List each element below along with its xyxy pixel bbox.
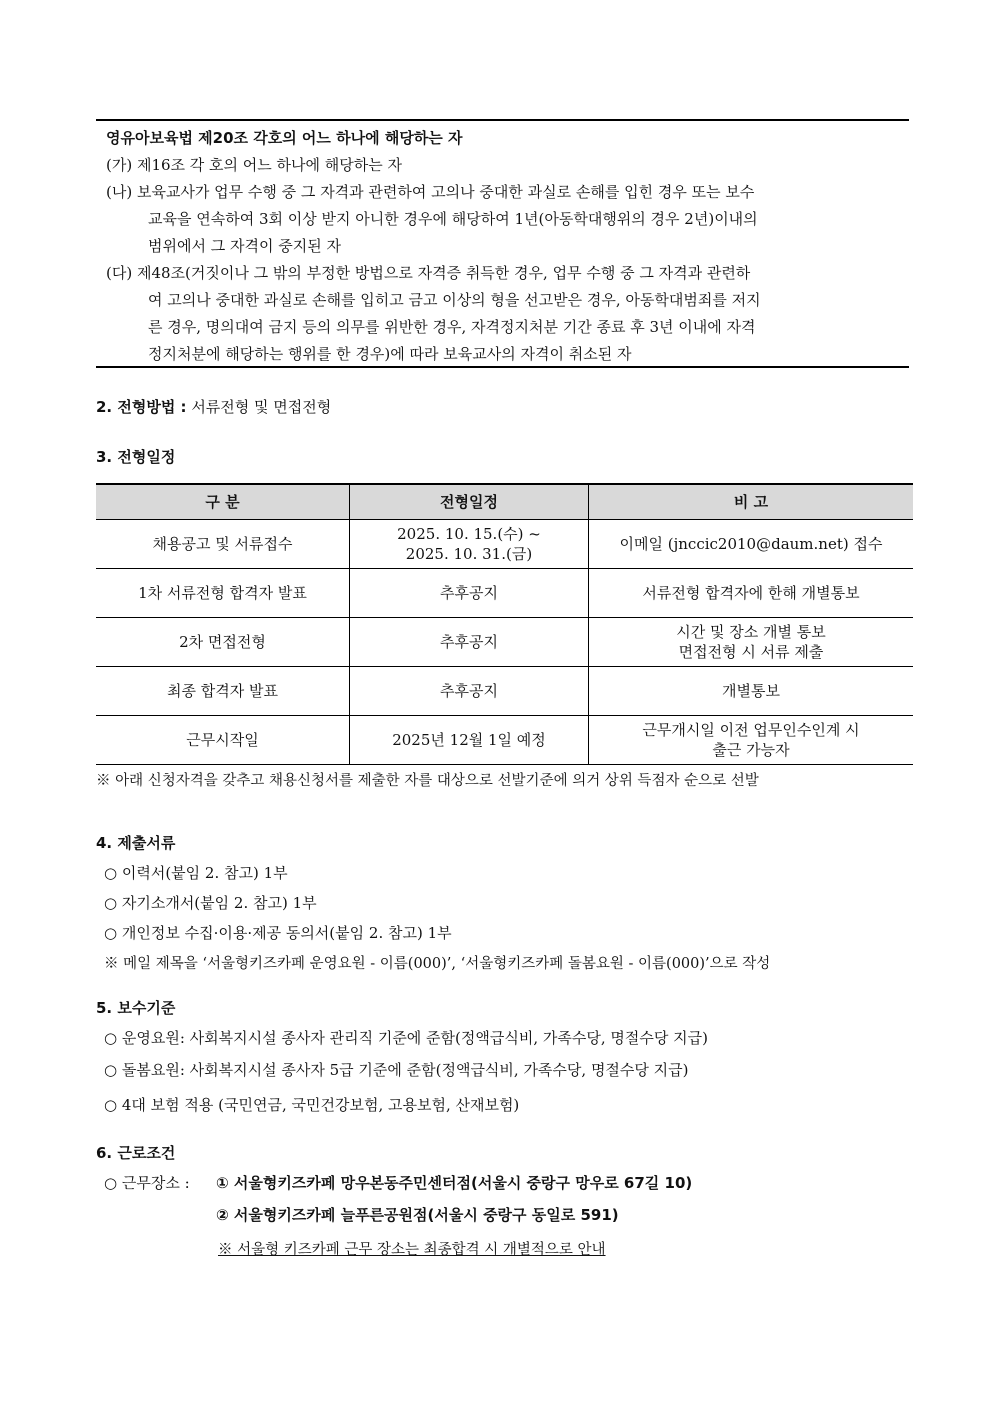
pay-item: ○ 돌봄요원: 사회복지시설 종사자 5급 기준에 준함(정액급식비, 가족수당, 명절수당 지급) [104, 1061, 689, 1079]
header-remarks: 비 고 [589, 484, 914, 520]
pay-title: 5. 보수기준 [96, 999, 176, 1017]
cell-text: 면접전형 시 서류 제출 [678, 643, 824, 661]
cell-schedule: 추후공지 [350, 618, 589, 667]
cell-text: 2025. 10. 15.(수) ~ [397, 525, 541, 543]
qualification-box [96, 119, 909, 368]
qualification-line: 른 경우, 명의대여 금지 등의 의무를 위반한 경우, 자격정지처분 기간 종료 후 3년 이내에 자격 [148, 318, 756, 336]
table-row [96, 716, 913, 765]
table-header-row [96, 484, 913, 520]
cell-remarks [589, 618, 914, 667]
qualification-line: 여 고의나 중대한 과실로 손해를 입히고 금고 이상의 형을 선고받은 경우, 아동학대범죄를 저지 [148, 291, 761, 309]
table-row [96, 569, 913, 618]
cell-schedule: 2025년 12월 1일 예정 [350, 716, 589, 765]
header-schedule: 전형일정 [350, 484, 589, 520]
schedule-note: ※ 아래 신청자격을 갖추고 채용신청서를 제출한 자를 대상으로 선발기준에 의거 상위 득점자 순으로 선발 [96, 773, 759, 789]
method-section [96, 396, 331, 417]
document-item: ○ 이력서(붙임 2. 참고) 1부 [104, 864, 288, 882]
qualification-line: (다) 제48조(거짓이나 그 밖의 부정한 방법으로 자격증 취득한 경우, 업무 수행 중 그 자격과 관련하 [106, 264, 751, 282]
work-place-2: ② 서울형키즈카페 늘푸른공원점(서울시 중랑구 동일로 591) [216, 1206, 619, 1224]
cell-category: 1차 서류전형 합격자 발표 [96, 569, 350, 618]
conditions-title: 6. 근로조건 [96, 1144, 176, 1162]
table-row [96, 520, 913, 569]
cell-remarks: 이메일 (jnccic2010@daum.net) 접수 [589, 520, 914, 569]
cell-remarks [589, 716, 914, 765]
cell-category: 근무시작일 [96, 716, 350, 765]
work-place-1: ① 서울형키즈카페 망우본동주민센터점(서울시 중랑구 망우로 67길 10) [216, 1174, 693, 1192]
work-place-label: ○ 근무장소 : [104, 1174, 190, 1192]
pay-item: ○ 4대 보험 적용 (국민연금, 국민건강보험, 고용보험, 산재보험) [104, 1096, 520, 1114]
method-value: 서류전형 및 면접전형 [186, 398, 332, 416]
document-item: ○ 개인정보 수집·이용·제공 동의서(붙임 2. 참고) 1부 [104, 924, 452, 942]
cell-text: 시간 및 장소 개별 통보 [676, 623, 826, 641]
cell-remarks: 서류전형 합격자에 한해 개별통보 [589, 569, 914, 618]
cell-category: 최종 합격자 발표 [96, 667, 350, 716]
table-row [96, 618, 913, 667]
header-category: 구 분 [96, 484, 350, 520]
work-place-note: ※ 서울형 키즈카페 근무 장소는 최종합격 시 개별적으로 안내 [218, 1242, 606, 1258]
document-item: ○ 자기소개서(붙임 2. 참고) 1부 [104, 894, 317, 912]
qualification-line: 범위에서 그 자격이 중지된 자 [148, 237, 341, 255]
documents-title: 4. 제출서류 [96, 834, 176, 852]
qualification-line: (나) 보육교사가 업무 수행 중 그 자격과 관련하여 고의나 중대한 과실로 손해를 입힌 경우 또는 보수 [106, 183, 755, 201]
method-title: 2. 전형방법 : [96, 398, 187, 416]
pay-item: ○ 운영요원: 사회복지시설 종사자 관리직 기준에 준함(정액급식비, 가족수당, 명절수당 지급) [104, 1029, 708, 1047]
qualification-line: (가) 제16조 각 호의 어느 하나에 해당하는 자 [106, 156, 403, 174]
cell-text: 근무개시일 이전 업무인수인계 시 [642, 721, 860, 739]
cell-category: 채용공고 및 서류접수 [96, 520, 350, 569]
cell-text: 출근 가능자 [712, 741, 790, 759]
cell-remarks: 개별통보 [589, 667, 914, 716]
schedule-table [96, 483, 913, 765]
qualification-title: 영유아보육법 제20조 각호의 어느 하나에 해당하는 자 [106, 129, 463, 147]
cell-schedule: 추후공지 [350, 569, 589, 618]
documents-note: ※ 메일 제목을 ‘서울형키즈카페 운영요원 - 이름(000)’, ‘서울형키즈카페 돌봄요원 - 이름(000)’으로 작성 [104, 956, 771, 972]
cell-text: 2025. 10. 31.(금) [405, 545, 533, 563]
qualification-line: 정지처분에 해당하는 행위를 한 경우)에 따라 보육교사의 자격이 취소된 자 [148, 345, 632, 363]
table-row [96, 667, 913, 716]
qualification-line: 교육을 연속하여 3회 이상 받지 아니한 경우에 해당하여 1년(아동학대행위의 경우 2년)이내의 [148, 210, 758, 228]
cell-schedule: 추후공지 [350, 667, 589, 716]
cell-schedule [350, 520, 589, 569]
cell-category: 2차 면접전형 [96, 618, 350, 667]
schedule-title: 3. 전형일정 [96, 448, 176, 466]
